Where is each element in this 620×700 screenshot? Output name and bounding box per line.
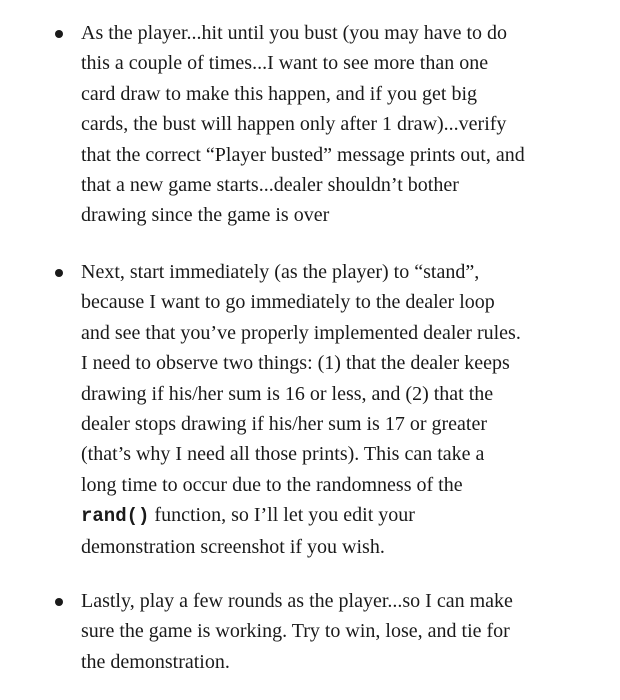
code-rand-function: rand() — [81, 505, 150, 528]
text-line: cards, the bust will happen only after 1 draw)...verify — [81, 113, 507, 136]
text-line: Next, start immediately (as the player) to “stand”, — [81, 261, 480, 283]
bullet-item-stand-test — [81, 257, 611, 562]
text-line: I need to observe two things: (1) that the dealer keeps — [81, 352, 510, 375]
text-line-with-code — [81, 500, 611, 531]
bullet-icon — [55, 269, 63, 277]
bullet-icon — [55, 598, 63, 606]
text-line: drawing since the game is over — [81, 204, 330, 227]
text-line: card draw to make this happen, and if you get big — [81, 82, 477, 105]
text-line: because I want to go immediately to the dealer loop — [81, 291, 495, 314]
bullet-item-bust-test — [81, 18, 611, 231]
text-line: Lastly, play a few rounds as the player...so I can make — [81, 590, 513, 612]
text-line: demonstration screenshot if you wish. — [81, 535, 385, 558]
text-line: sure the game is working. Try to win, lose, and tie for — [81, 620, 510, 643]
bullet-icon — [55, 30, 63, 38]
text-after-code: function, so I’ll let you edit your — [149, 504, 415, 527]
text-line: and see that you’ve properly implemented dealer rules. — [81, 321, 521, 344]
text-line: this a couple of times...I want to see more than one — [81, 52, 489, 75]
text-line: As the player...hit until you bust (you may have to do — [81, 22, 508, 44]
bullet-item-play-rounds — [81, 586, 611, 677]
text-line: (that’s why I need all those prints). This can take a — [81, 443, 485, 466]
text-line: that a new game starts...dealer shouldn’t bother — [81, 174, 459, 197]
text-line: dealer stops drawing if his/her sum is 17 or greater — [81, 413, 488, 436]
text-line: drawing if his/her sum is 16 or less, and (2) that the — [81, 382, 494, 405]
text-line: the demonstration. — [81, 650, 230, 673]
text-line: that the correct “Player busted” message prints out, and — [81, 143, 525, 166]
text-line: long time to occur due to the randomness of the — [81, 473, 463, 496]
